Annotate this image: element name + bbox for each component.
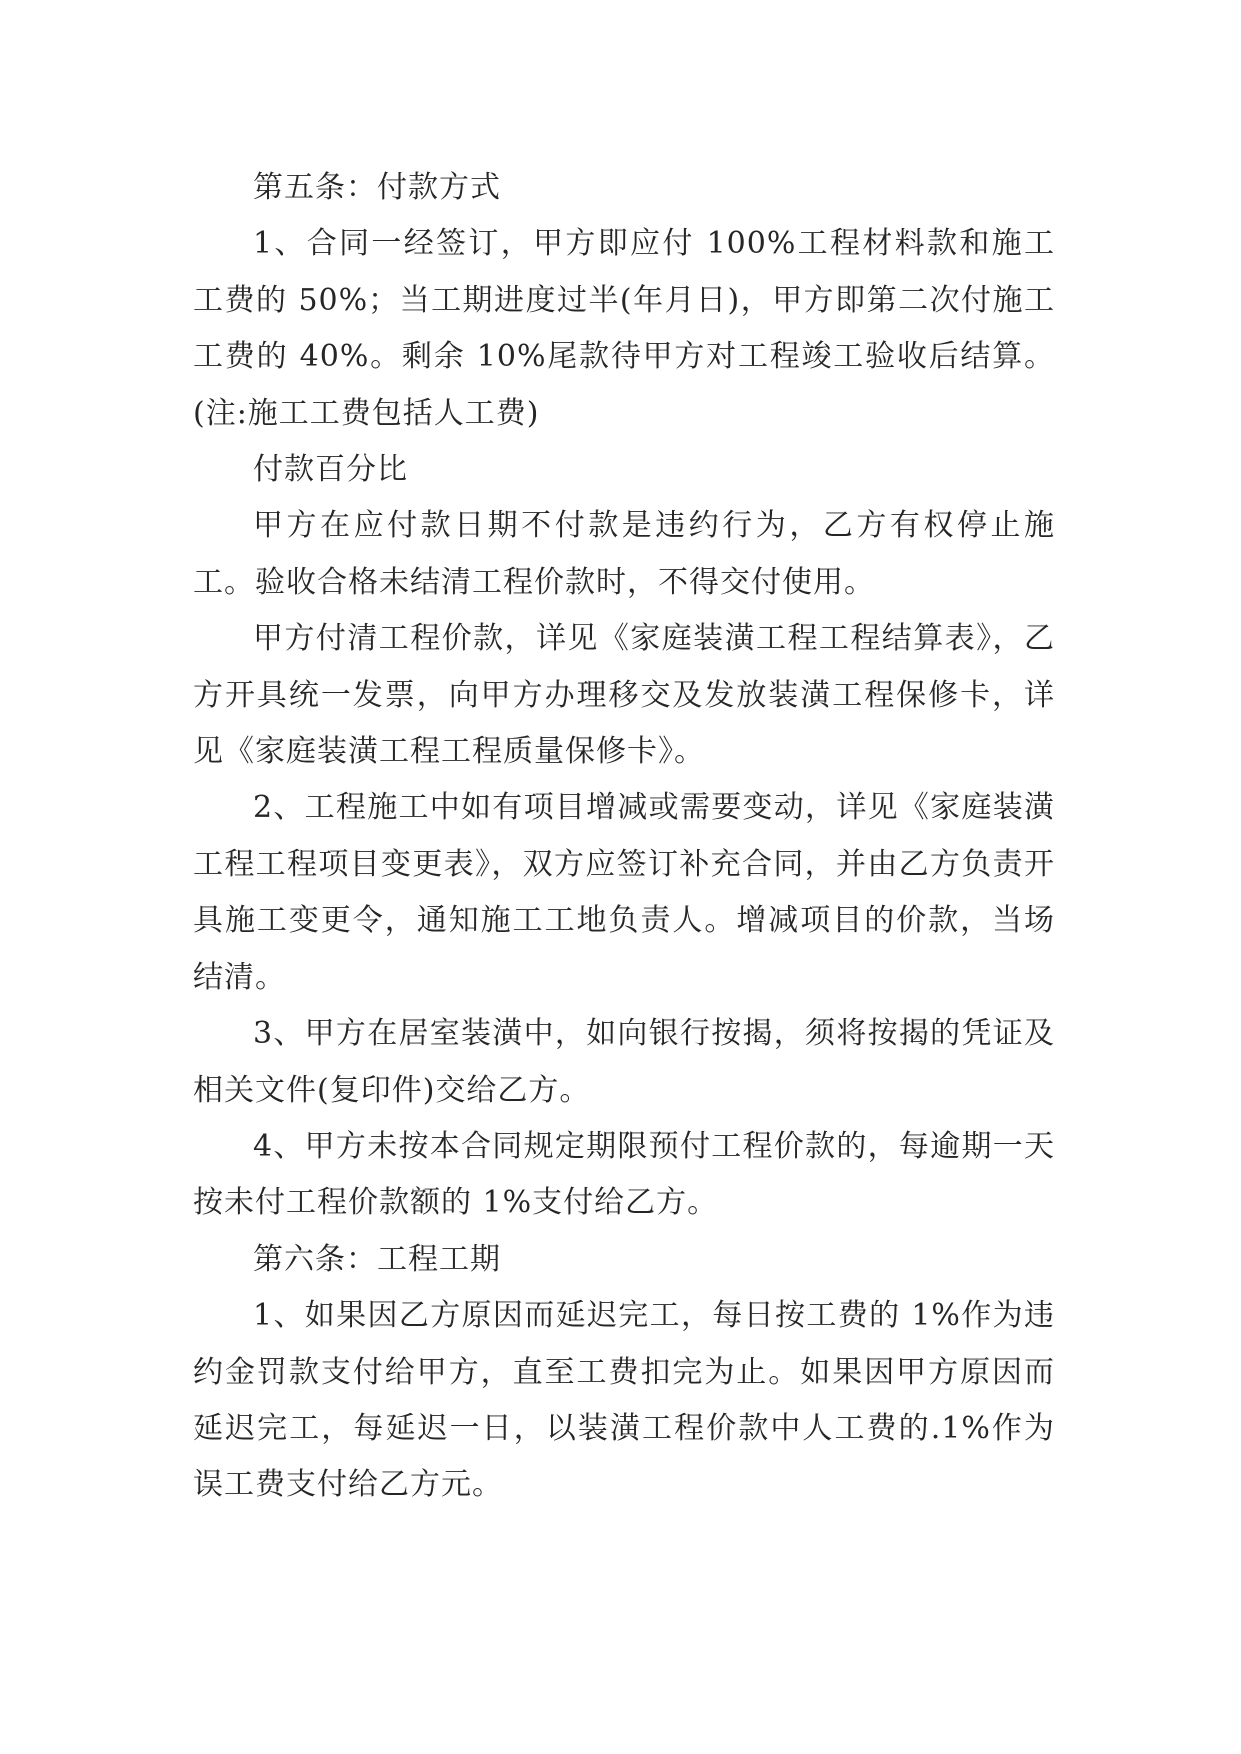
paragraph: 1、如果因乙方原因而延迟完工，每日按工费的 1%作为违约金罚款支付给甲方，直至工费扣完为止。如果因甲方原因而延迟完工，每延迟一日，以装潢工程价款中人工费的.1%作为误工费支付给乙方元。 — [193, 1298, 1055, 1503]
paragraph: 付款百分比 — [253, 452, 408, 488]
paragraph: 3、甲方在居室装潢中，如向银行按揭，须将按揭的凭证及相关文件(复印件)交给乙方。 — [193, 1016, 1055, 1108]
section-heading-article-6: 第六条：工程工期 — [253, 1241, 501, 1277]
paragraph: 甲方在应付款日期不付款是违约行为，乙方有权停止施工。验收合格未结清工程价款时，不得交付使用。 — [193, 508, 1055, 600]
paragraph: 4、甲方未按本合同规定期限预付工程价款的，每逾期一天按未付工程价款额的 1%支付给乙方。 — [193, 1128, 1055, 1221]
paragraph: 甲方付清工程价款，详见《家庭装潢工程工程结算表》，乙方开具统一发票，向甲方办理移交及发放装潢工程保修卡，详见《家庭装潢工程工程质量保修卡》。 — [193, 621, 1055, 770]
document-body — [193, 160, 1055, 1514]
paragraph: 1、合同一经签订，甲方即应付 100%工程材料款和施工工费的 50%；当工期进度过半(年月日)，甲方即第二次付施工工费的 40%。剩余 10%尾款待甲方对工程竣工验收后结算。(注:施工工费包括人工费) — [193, 226, 1055, 431]
paragraph: 2、工程施工中如有项目增减或需要变动，详见《家庭装潢工程工程项目变更表》，双方应签订补充合同，并由乙方负责开具施工变更令，通知施工工地负责人。增减项目的价款，当场结清。 — [193, 790, 1055, 995]
section-heading-article-5: 第五条：付款方式 — [253, 170, 501, 205]
